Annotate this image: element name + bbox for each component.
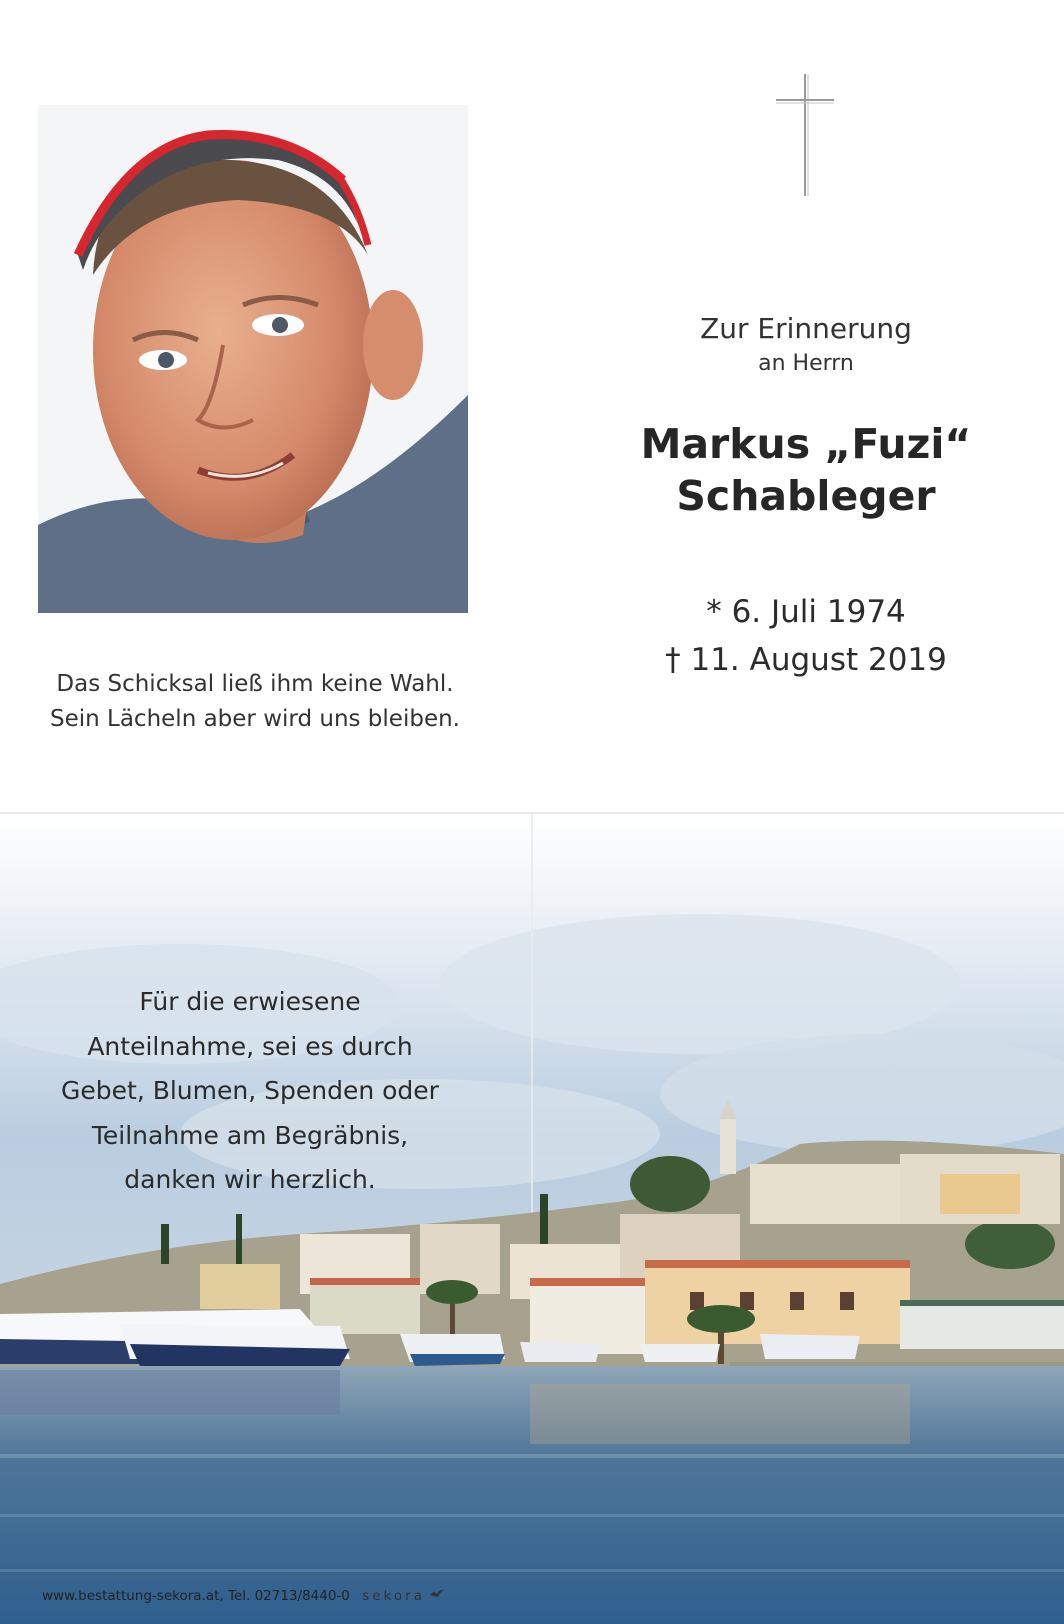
- memorial-quote: [20, 667, 490, 737]
- footer-contact: www.bestattung-sekora.at, Tel. 02713/8440-0: [42, 1588, 350, 1604]
- footer-brand: sekora: [362, 1588, 425, 1604]
- thanks-line: danken wir herzlich.: [124, 1165, 376, 1194]
- memorial-intro: [606, 310, 1006, 380]
- quote-line: Sein Lächeln aber wird uns bleiben.: [50, 706, 460, 732]
- harbor-photo: [0, 814, 1064, 1624]
- life-dates: [606, 588, 1006, 684]
- birth-date: * 6. Juli 1974: [706, 594, 906, 630]
- cross-icon: [770, 70, 840, 200]
- funeral-home-footer: [42, 1588, 445, 1604]
- bird-icon: [429, 1588, 445, 1604]
- portrait-photo: [38, 105, 468, 613]
- intro-line: an Herrn: [758, 351, 854, 376]
- thanks-line: Gebet, Blumen, Spenden oder: [61, 1076, 439, 1105]
- name-last: Schableger: [676, 472, 936, 520]
- death-date: † 11. August 2019: [665, 642, 947, 678]
- deceased-name: [586, 418, 1026, 522]
- quote-line: Das Schicksal ließ ihm keine Wahl.: [56, 671, 454, 697]
- thanks-message: [30, 980, 470, 1203]
- name-first: Markus „Fuzi“: [640, 420, 972, 468]
- thanks-line: Für die erwiesene: [139, 987, 361, 1016]
- thanks-line: Teilnahme am Begräbnis,: [91, 1120, 409, 1150]
- intro-line: Zur Erinnerung: [700, 312, 912, 345]
- thanks-line: Anteilnahme, sei es durch: [87, 1031, 413, 1061]
